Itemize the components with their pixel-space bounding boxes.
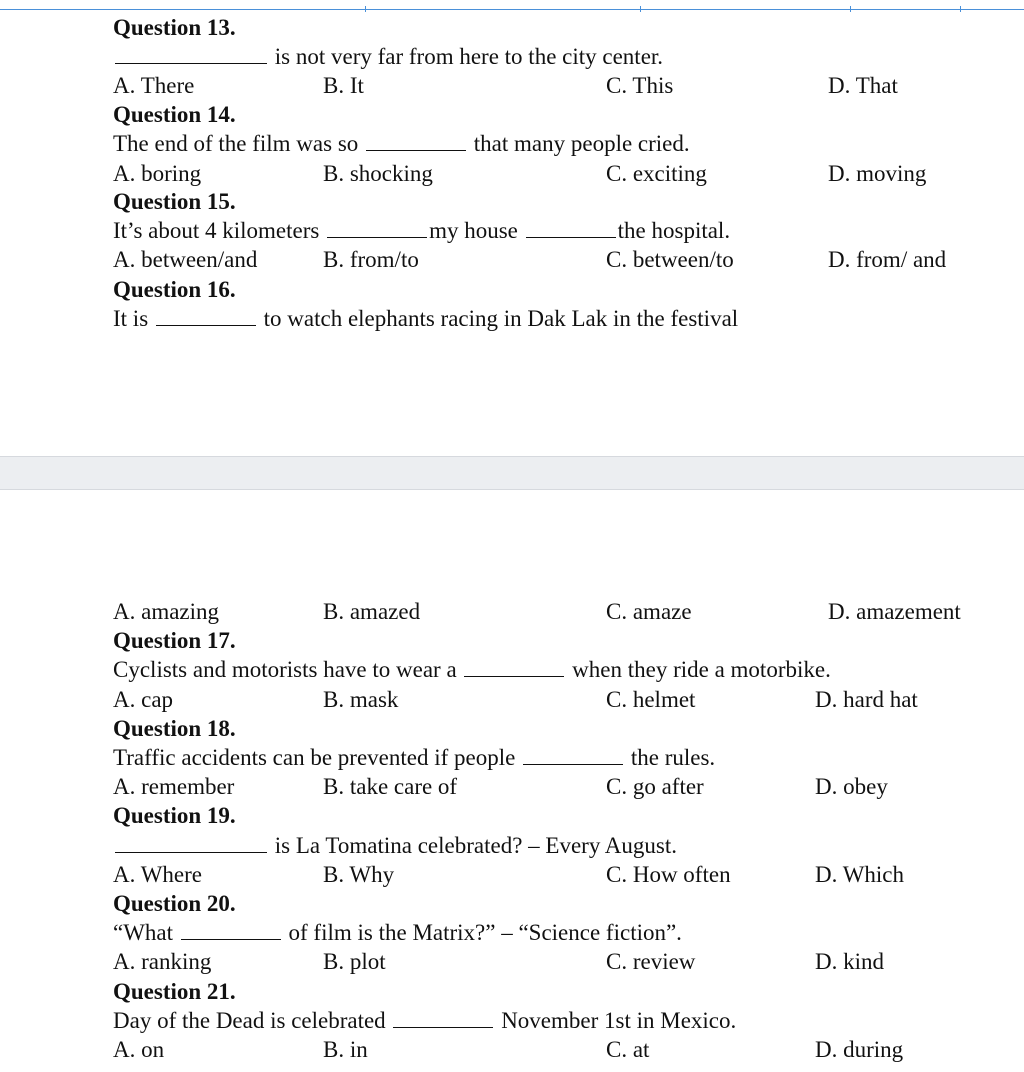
option-d[interactable]: D. during [815, 1037, 904, 1062]
option-c[interactable]: C. exciting [606, 161, 707, 186]
question-stem [113, 832, 677, 860]
option-c[interactable]: C. This [606, 73, 674, 98]
question-title: Question 21. [113, 979, 236, 1004]
stem-text: It’s about 4 kilometers [113, 218, 326, 243]
answer-blank[interactable] [366, 130, 466, 151]
option-c[interactable]: C. at [606, 1037, 650, 1062]
stem-text: the rules. [625, 745, 716, 770]
option-a[interactable]: A. ranking [113, 949, 212, 974]
option-a[interactable]: A. There [113, 73, 195, 98]
question-title: Question 19. [113, 803, 236, 828]
question-stem [113, 43, 663, 71]
page-break-gap [0, 456, 1024, 490]
option-a[interactable]: A. between/and [113, 247, 258, 272]
stem-text: when they ride a motorbike. [566, 657, 831, 682]
question-title: Question 20. [113, 891, 236, 916]
stem-text: November 1st in Mexico. [495, 1008, 737, 1033]
answer-blank[interactable] [526, 217, 616, 238]
option-d[interactable]: D. kind [815, 949, 884, 974]
option-d[interactable]: D. Which [815, 862, 905, 887]
stem-text: is not very far from here to the city center. [269, 44, 664, 69]
option-a[interactable]: A. remember [113, 774, 235, 799]
question-title: Question 17. [113, 628, 236, 653]
stem-text: Cyclists and motorists have to wear a [113, 657, 463, 682]
option-a[interactable]: A. cap [113, 687, 174, 712]
question-title: Question 14. [113, 102, 236, 127]
option-d[interactable]: D. hard hat [815, 687, 918, 712]
option-a[interactable]: A. boring [113, 161, 202, 186]
stem-text: Traffic accidents can be prevented if people [113, 745, 522, 770]
answer-blank[interactable] [523, 744, 623, 765]
answer-blank[interactable] [115, 832, 267, 853]
option-d[interactable]: D. from/ and [828, 247, 947, 272]
option-b[interactable]: B. Why [323, 862, 395, 887]
option-b[interactable]: B. It [323, 73, 364, 98]
stem-text: It is [113, 306, 154, 331]
option-b[interactable]: B. plot [323, 949, 386, 974]
answer-blank[interactable] [115, 43, 267, 64]
stem-text: is La Tomatina celebrated? – Every August. [269, 833, 678, 858]
option-b[interactable]: B. shocking [323, 161, 433, 186]
option-c[interactable]: C. amaze [606, 599, 692, 624]
option-b[interactable]: B. in [323, 1037, 368, 1062]
option-d[interactable]: D. That [828, 73, 898, 98]
stem-text: of film is the Matrix?” – “Science fiction”. [282, 920, 682, 945]
question-stem [113, 130, 690, 158]
stem-text: “What [113, 920, 179, 945]
question-title: Question 18. [113, 716, 236, 741]
option-d[interactable]: D. obey [815, 774, 888, 799]
option-d[interactable]: D. moving [828, 161, 927, 186]
page-top-border [0, 9, 1024, 10]
option-b[interactable]: B. mask [323, 687, 399, 712]
ruler-tick [640, 6, 641, 12]
option-a[interactable]: A. Where [113, 862, 202, 887]
stem-text: my house [429, 218, 524, 243]
answer-blank[interactable] [181, 919, 281, 940]
option-c[interactable]: C. between/to [606, 247, 734, 272]
option-c[interactable]: C. review [606, 949, 696, 974]
stem-text: The end of the film was so [113, 131, 365, 156]
answer-blank[interactable] [393, 1007, 493, 1028]
question-stem [113, 919, 682, 947]
question-title: Question 15. [113, 189, 236, 214]
question-stem [113, 744, 715, 772]
question-stem [113, 656, 831, 684]
stem-text: the hospital. [617, 218, 731, 243]
answer-blank[interactable] [464, 656, 564, 677]
answer-blank[interactable] [327, 217, 427, 238]
ruler-tick [960, 6, 961, 12]
option-c[interactable]: C. go after [606, 774, 704, 799]
option-c[interactable]: C. How often [606, 862, 731, 887]
answer-blank[interactable] [156, 305, 256, 326]
option-c[interactable]: C. helmet [606, 687, 696, 712]
option-d[interactable]: D. amazement [828, 599, 961, 624]
stem-text: that many people cried. [468, 131, 690, 156]
question-stem [113, 305, 738, 333]
option-b[interactable]: B. amazed [323, 599, 421, 624]
ruler-tick [365, 6, 366, 12]
option-b[interactable]: B. from/to [323, 247, 419, 272]
question-title: Question 13. [113, 15, 236, 40]
option-a[interactable]: A. on [113, 1037, 165, 1062]
option-a[interactable]: A. amazing [113, 599, 220, 624]
question-title: Question 16. [113, 277, 236, 302]
question-stem [113, 1007, 736, 1035]
question-stem [113, 217, 730, 245]
stem-text: to watch elephants racing in Dak Lak in the festival [257, 306, 739, 331]
stem-text: Day of the Dead is celebrated [113, 1008, 392, 1033]
option-b[interactable]: B. take care of [323, 774, 458, 799]
ruler-tick [850, 6, 851, 12]
